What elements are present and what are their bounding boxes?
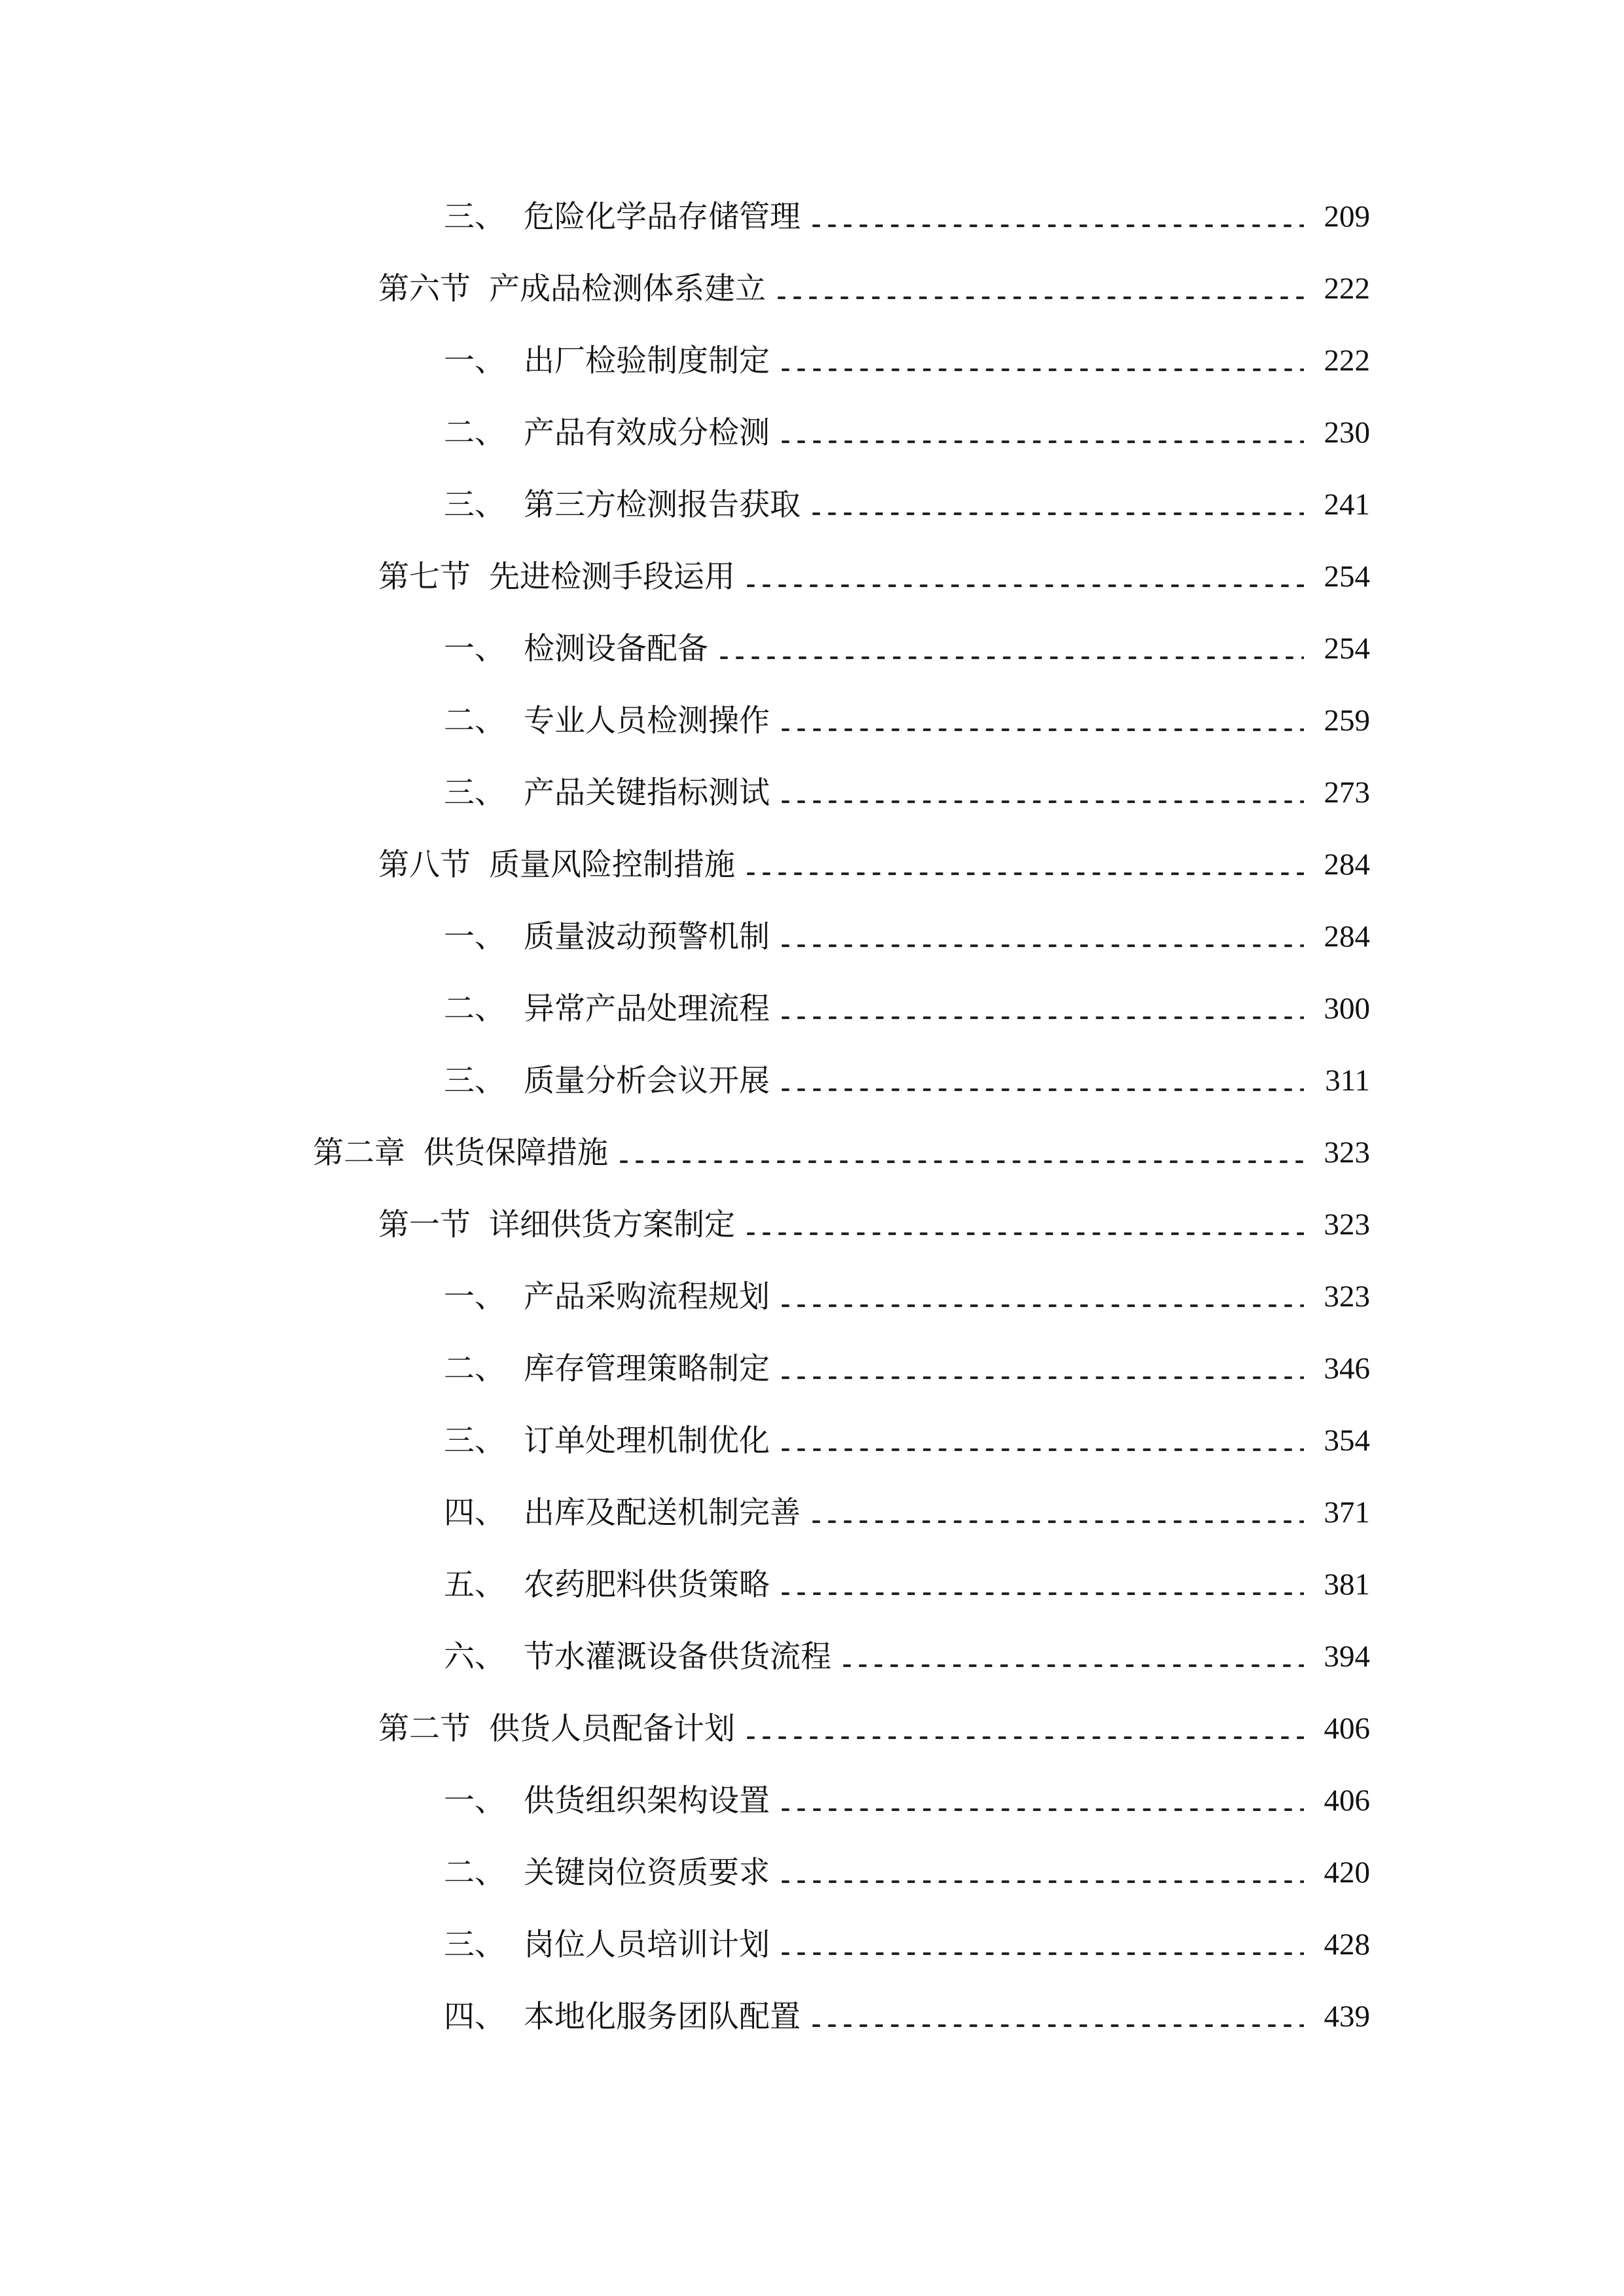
toc-entry-title: 农药肥料供货策略 (524, 1566, 770, 1603)
toc-entry-number: 第一节 (378, 1206, 471, 1243)
toc-entry-number: 三、 (444, 1926, 505, 1963)
dot-leader (716, 656, 1304, 659)
toc-entry-title: 危险化学品存储管理 (524, 198, 801, 235)
toc-entry-number: 四、 (444, 1998, 505, 2035)
toc-entry[interactable] (0, 1410, 1624, 1471)
toc-entry-number: 三、 (444, 198, 505, 235)
toc-entry-page: 420 (1324, 1855, 1370, 1890)
toc-entry-page: 439 (1324, 1999, 1370, 2034)
toc-entry-number: 一、 (444, 1782, 505, 1819)
toc-entry-title: 产成品检测体系建立 (489, 270, 766, 307)
toc-entry-page: 209 (1324, 199, 1370, 234)
toc-entry[interactable] (0, 834, 1624, 895)
dot-leader (743, 584, 1304, 587)
dot-leader (778, 1088, 1304, 1091)
toc-entry[interactable] (0, 1626, 1624, 1687)
toc-entry[interactable] (0, 978, 1624, 1039)
toc-entry[interactable] (0, 1842, 1624, 1903)
toc-entry[interactable] (0, 1266, 1624, 1327)
dot-leader (778, 944, 1304, 947)
toc-entry[interactable] (0, 1986, 1624, 2047)
toc-entry-number: 三、 (444, 486, 505, 523)
toc-entry-page: 354 (1324, 1423, 1370, 1458)
toc-entry-page: 273 (1324, 775, 1370, 810)
toc-entry-title: 质量分析会议开展 (524, 1062, 770, 1099)
toc-entry-title: 节水灌溉设备供货流程 (524, 1638, 831, 1675)
toc-entry-title: 供货保障措施 (424, 1134, 608, 1171)
toc-entry-number: 三、 (444, 1422, 505, 1459)
toc-entry[interactable] (0, 475, 1624, 535)
dot-leader (743, 1736, 1304, 1739)
toc-entry[interactable] (0, 187, 1624, 247)
dot-leader (743, 872, 1304, 875)
toc-entry-title: 检测设备配备 (524, 630, 708, 667)
toc-entry-title: 产品有效成分检测 (524, 414, 770, 451)
toc-entry-number: 第七节 (378, 558, 471, 595)
toc-entry-number: 三、 (444, 774, 505, 811)
dot-leader (778, 1448, 1304, 1451)
toc-entry[interactable] (0, 691, 1624, 751)
toc-entry[interactable] (0, 1914, 1624, 1975)
toc-entry-title: 库存管理策略制定 (524, 1350, 770, 1387)
toc-entry-title: 订单处理机制优化 (524, 1422, 770, 1459)
toc-entry-number: 六、 (444, 1638, 505, 1675)
toc-entry-page: 230 (1324, 415, 1370, 450)
dot-leader (808, 1520, 1304, 1523)
toc-entry-title: 供货人员配备计划 (489, 1710, 735, 1747)
toc-entry-number: 五、 (444, 1566, 505, 1603)
toc-entry-page: 346 (1324, 1351, 1370, 1386)
toc-entry-page: 406 (1324, 1711, 1370, 1746)
toc-entry[interactable] (0, 619, 1624, 679)
toc-entry[interactable] (0, 547, 1624, 607)
toc-entry-title: 质量风险控制措施 (489, 846, 735, 883)
toc-entry-title: 第三方检测报告获取 (524, 486, 801, 523)
toc-entry-number: 一、 (444, 342, 505, 379)
dot-leader (808, 224, 1304, 227)
toc-entry-title: 产品采购流程规划 (524, 1278, 770, 1315)
toc-entry-number: 二、 (444, 414, 505, 451)
dot-leader (778, 1376, 1304, 1379)
toc-entry-page: 394 (1324, 1639, 1370, 1674)
dot-leader (778, 1952, 1304, 1955)
toc-entry[interactable] (0, 1194, 1624, 1255)
dot-leader (778, 728, 1304, 731)
toc-entry-page: 284 (1324, 919, 1370, 954)
dot-leader (808, 512, 1304, 515)
toc-entry-page: 254 (1324, 631, 1370, 666)
toc-entry-title: 关键岗位资质要求 (524, 1854, 770, 1891)
toc-entry-title: 出库及配送机制完善 (524, 1494, 801, 1531)
toc-entry-page: 241 (1324, 487, 1370, 522)
dot-leader (808, 2024, 1304, 2027)
toc-entry-number: 四、 (444, 1494, 505, 1531)
toc-entry-page: 311 (1325, 1063, 1370, 1098)
toc-entry-title: 先进检测手段运用 (489, 558, 735, 595)
toc-entry[interactable] (0, 1482, 1624, 1543)
toc-entry-title: 详细供货方案制定 (489, 1206, 735, 1243)
dot-leader (778, 1592, 1304, 1595)
toc-entry[interactable] (0, 1770, 1624, 1831)
toc-entry-page: 254 (1324, 559, 1370, 594)
toc-entry-page: 371 (1324, 1495, 1370, 1530)
toc-entry[interactable] (0, 403, 1624, 463)
toc-entry[interactable] (0, 1338, 1624, 1399)
toc-entry[interactable] (0, 1050, 1624, 1111)
toc-entry[interactable] (0, 1554, 1624, 1615)
toc-entry-number: 一、 (444, 1278, 505, 1315)
toc-entry-title: 产品关键指标测试 (524, 774, 770, 811)
toc-entry[interactable] (0, 906, 1624, 967)
dot-leader (778, 1016, 1304, 1019)
toc-entry-page: 259 (1324, 703, 1370, 738)
toc-entry-page: 406 (1324, 1783, 1370, 1818)
toc-entry-number: 二、 (444, 702, 505, 739)
toc-entry-page: 300 (1324, 991, 1370, 1026)
toc-entry[interactable] (0, 1698, 1624, 1759)
toc-entry-number: 第六节 (378, 270, 471, 307)
dot-leader (778, 440, 1304, 443)
toc-entry-page: 381 (1324, 1567, 1370, 1602)
toc-entry-page: 428 (1324, 1927, 1370, 1962)
toc-entry-title: 供货组织架构设置 (524, 1782, 770, 1819)
dot-leader (778, 1880, 1304, 1883)
toc-entry-title: 专业人员检测操作 (524, 702, 770, 739)
toc-entry-number: 第二节 (378, 1710, 471, 1747)
toc-entry-number: 一、 (444, 918, 505, 955)
toc-entry-title: 质量波动预警机制 (524, 918, 770, 955)
dot-leader (839, 1664, 1304, 1667)
toc-entry-number: 二、 (444, 1854, 505, 1891)
toc-entry-number: 第八节 (378, 846, 471, 883)
toc-entry-title: 本地化服务团队配置 (524, 1998, 801, 2035)
toc-entry-number: 一、 (444, 630, 505, 667)
toc-entry[interactable] (0, 331, 1624, 391)
toc-entry-title: 异常产品处理流程 (524, 990, 770, 1027)
toc-entry[interactable] (0, 762, 1624, 823)
toc-entry-page: 323 (1324, 1279, 1370, 1314)
dot-leader (774, 296, 1304, 299)
dot-leader (743, 1232, 1304, 1235)
toc-entry-page: 323 (1324, 1135, 1370, 1170)
toc-entry-number: 二、 (444, 1350, 505, 1387)
toc-entry-page: 323 (1324, 1207, 1370, 1242)
toc-entry-number: 三、 (444, 1062, 505, 1099)
dot-leader (616, 1160, 1304, 1163)
toc-entry-number: 二、 (444, 990, 505, 1027)
dot-leader (778, 1304, 1304, 1307)
toc-entry[interactable] (0, 1122, 1624, 1183)
dot-leader (778, 368, 1304, 371)
toc-entry[interactable] (0, 259, 1624, 319)
toc-entry-page: 222 (1324, 271, 1370, 306)
dot-leader (778, 1808, 1304, 1811)
toc-entry-number: 第二章 (313, 1134, 405, 1171)
toc-entry-title: 出厂检验制度制定 (524, 342, 770, 379)
toc-entry-page: 222 (1324, 343, 1370, 378)
dot-leader (778, 800, 1304, 803)
toc-entry-title: 岗位人员培训计划 (524, 1926, 770, 1963)
toc-entry-page: 284 (1324, 847, 1370, 882)
